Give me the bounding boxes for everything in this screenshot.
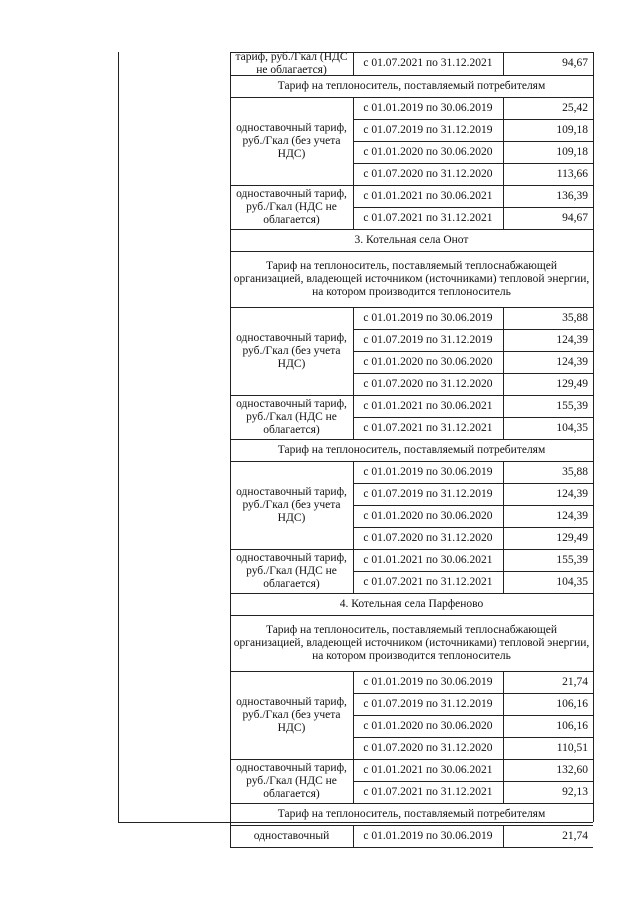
subsection-heading: Тариф на теплоноситель, поставляемый теплоснабжающей организацией, владеющей источником (источниками) тепловой энергии, на котором производится теплоноситель — [233, 259, 590, 298]
table-rule — [503, 97, 504, 119]
tariff-period: с 01.07.2019 по 31.12.2019 — [363, 487, 493, 500]
tariff-value: 35,88 — [562, 311, 588, 324]
table-rule — [230, 593, 231, 615]
subsection-heading: Тариф на теплоноситель, поставляемый потребителям — [277, 807, 546, 820]
table-rule — [503, 351, 504, 373]
tariff-period: с 01.01.2021 по 30.06.2021 — [363, 399, 493, 412]
tariff-period: с 01.01.2021 по 30.06.2021 — [363, 189, 493, 202]
tariff-group-label: одноставочный тариф, руб./Гкал (без учета НДС) — [236, 121, 347, 160]
table-rule — [353, 52, 354, 75]
tariff-value: 155,39 — [556, 553, 588, 566]
tariff-period: с 01.07.2019 по 31.12.2019 — [363, 697, 493, 710]
tariff-group-label: одноставочный тариф, руб./Гкал (НДС не облагается) — [236, 551, 347, 590]
table-rule — [353, 119, 354, 141]
tariff-value: 109,18 — [556, 123, 588, 136]
tariff-group-label: одноставочный — [253, 829, 330, 842]
tariff-period: с 01.07.2020 по 31.12.2020 — [363, 377, 493, 390]
table-rule — [503, 395, 504, 417]
tariff-period: с 01.07.2021 по 31.12.2021 — [363, 785, 493, 798]
tariff-value: 25,42 — [562, 101, 588, 114]
tariff-value: 104,35 — [556, 421, 588, 434]
subsection-heading: Тариф на теплоноситель, поставляемый теплоснабжающей организацией, владеющей источником (источниками) тепловой энергии, на котором производится теплоноситель — [233, 623, 590, 662]
tariff-period: с 01.07.2021 по 31.12.2021 — [363, 421, 493, 434]
tariff-value: 21,74 — [562, 829, 588, 842]
table-rule — [353, 847, 593, 848]
tariff-value: 104,35 — [556, 575, 588, 588]
table-rule — [503, 671, 504, 693]
tariff-value: 106,16 — [556, 697, 588, 710]
table-rule — [503, 461, 504, 483]
table-rule — [593, 52, 594, 822]
table-rule — [503, 825, 504, 847]
table-rule — [503, 549, 504, 571]
table-rule — [353, 417, 354, 439]
table-rule — [230, 615, 231, 671]
tariff-value: 110,51 — [556, 741, 588, 754]
table-rule — [503, 52, 504, 75]
table-rule — [503, 119, 504, 141]
tariff-value: 124,39 — [556, 509, 588, 522]
tariff-value: 106,16 — [556, 719, 588, 732]
tariff-value: 94,67 — [562, 211, 588, 224]
tariff-value: 113,66 — [556, 167, 588, 180]
tariff-period: с 01.07.2021 по 31.12.2021 — [363, 57, 493, 69]
tariff-value: 124,39 — [556, 355, 588, 368]
table-rule — [118, 52, 119, 822]
table-rule — [230, 847, 353, 848]
table-rule — [503, 759, 504, 781]
table-rule — [353, 97, 354, 119]
section-heading: 4. Котельная села Парфеново — [339, 597, 484, 610]
tariff-period: с 01.07.2020 по 31.12.2020 — [363, 167, 493, 180]
table-rule — [353, 715, 354, 737]
tariff-group-label: одноставочный тариф, руб./Гкал (НДС не облагается) — [236, 761, 347, 800]
table-rule — [503, 737, 504, 759]
table-rule — [353, 163, 354, 185]
tariff-group-label: одноставочный тариф, руб./Гкал (без учета НДС) — [236, 695, 347, 734]
table-rule — [503, 483, 504, 505]
table-rule — [353, 527, 354, 549]
tariff-period: с 01.01.2020 по 30.06.2020 — [363, 509, 493, 522]
table-rule — [353, 185, 354, 207]
tariff-period: с 01.01.2019 по 30.06.2019 — [363, 101, 493, 114]
tariff-period: с 01.07.2021 по 31.12.2021 — [363, 575, 493, 588]
tariff-value: 132,60 — [556, 763, 588, 776]
table-rule — [353, 351, 354, 373]
subsection-heading: Тариф на теплоноситель, поставляемый потребителям — [277, 443, 546, 456]
table-rule — [503, 163, 504, 185]
table-rule — [353, 329, 354, 351]
table-rule — [353, 671, 354, 693]
tariff-period: с 01.07.2020 по 31.12.2020 — [363, 741, 493, 754]
tariff-period: с 01.01.2020 по 30.06.2020 — [363, 719, 493, 732]
table-rule — [353, 141, 354, 163]
tariff-period: с 01.01.2021 по 30.06.2021 — [363, 763, 493, 776]
table-rule — [353, 307, 354, 329]
table-rule — [230, 229, 231, 251]
tariff-period: с 01.01.2019 по 30.06.2019 — [363, 465, 493, 478]
tariff-value: 92,13 — [562, 785, 588, 798]
tariff-period: с 01.01.2020 по 30.06.2020 — [363, 145, 493, 158]
tariff-value: 155,39 — [556, 399, 588, 412]
table-rule — [503, 781, 504, 803]
table-rule — [353, 373, 354, 395]
table-rule — [503, 505, 504, 527]
tariff-group-label: одноставочный тариф, руб./Гкал (без учета НДС) — [236, 331, 347, 370]
table-rule — [230, 439, 231, 461]
tariff-value: 109,18 — [556, 145, 588, 158]
table-rule — [353, 693, 354, 715]
table-rule — [353, 825, 354, 847]
table-rule — [503, 207, 504, 229]
tariff-period: с 01.01.2021 по 30.06.2021 — [363, 553, 493, 566]
table-rule — [503, 185, 504, 207]
table-rule — [503, 527, 504, 549]
tariff-value: 129,49 — [556, 531, 588, 544]
tariff-value: 129,49 — [556, 377, 588, 390]
tariff-period: с 01.07.2020 по 31.12.2020 — [363, 531, 493, 544]
table-rule — [353, 461, 354, 483]
tariff-value: 124,39 — [556, 333, 588, 346]
tariff-group-label: тариф, руб./Гкал (НДС не облагается) — [235, 50, 348, 76]
tariff-group-label: одноставочный тариф, руб./Гкал (без учета НДС) — [236, 485, 347, 524]
section-heading: 3. Котельная села Онот — [354, 233, 469, 246]
table-rule — [503, 373, 504, 395]
subsection-heading: Тариф на теплоноситель, поставляемый потребителям — [277, 79, 546, 92]
table-rule — [503, 141, 504, 163]
tariff-period: с 01.01.2019 по 30.06.2019 — [363, 311, 493, 324]
tariff-value: 136,39 — [556, 189, 588, 202]
tariff-value: 21,74 — [562, 675, 588, 688]
table-rule — [503, 693, 504, 715]
tariff-group-label: одноставочный тариф, руб./Гкал (НДС не облагается) — [236, 397, 347, 436]
tariff-value: 35,88 — [562, 465, 588, 478]
tariff-period: с 01.07.2019 по 31.12.2019 — [363, 123, 493, 136]
tariff-value: 94,67 — [562, 57, 588, 69]
table-rule — [353, 505, 354, 527]
table-rule — [503, 307, 504, 329]
table-rule — [353, 759, 354, 781]
tariff-period: с 01.01.2020 по 30.06.2020 — [363, 355, 493, 368]
tariff-value: 124,39 — [556, 487, 588, 500]
table-rule — [353, 207, 354, 229]
table-rule — [503, 571, 504, 593]
tariff-period: с 01.07.2019 по 31.12.2019 — [363, 333, 493, 346]
table-rule — [353, 549, 354, 571]
table-rule — [353, 781, 354, 803]
table-rule — [230, 75, 231, 97]
table-rule — [353, 483, 354, 505]
table-rule — [503, 417, 504, 439]
table-rule — [503, 715, 504, 737]
tariff-period: с 01.07.2021 по 31.12.2021 — [363, 211, 493, 224]
table-rule — [118, 822, 593, 823]
tariff-group-label: одноставочный тариф, руб./Гкал (НДС не облагается) — [236, 187, 347, 226]
table-rule — [353, 737, 354, 759]
tariff-period: с 01.01.2019 по 30.06.2019 — [363, 675, 493, 688]
table-rule — [353, 571, 354, 593]
table-rule — [353, 395, 354, 417]
table-rule — [230, 251, 231, 307]
tariff-period: с 01.01.2019 по 30.06.2019 — [363, 829, 493, 842]
table-rule — [503, 329, 504, 351]
